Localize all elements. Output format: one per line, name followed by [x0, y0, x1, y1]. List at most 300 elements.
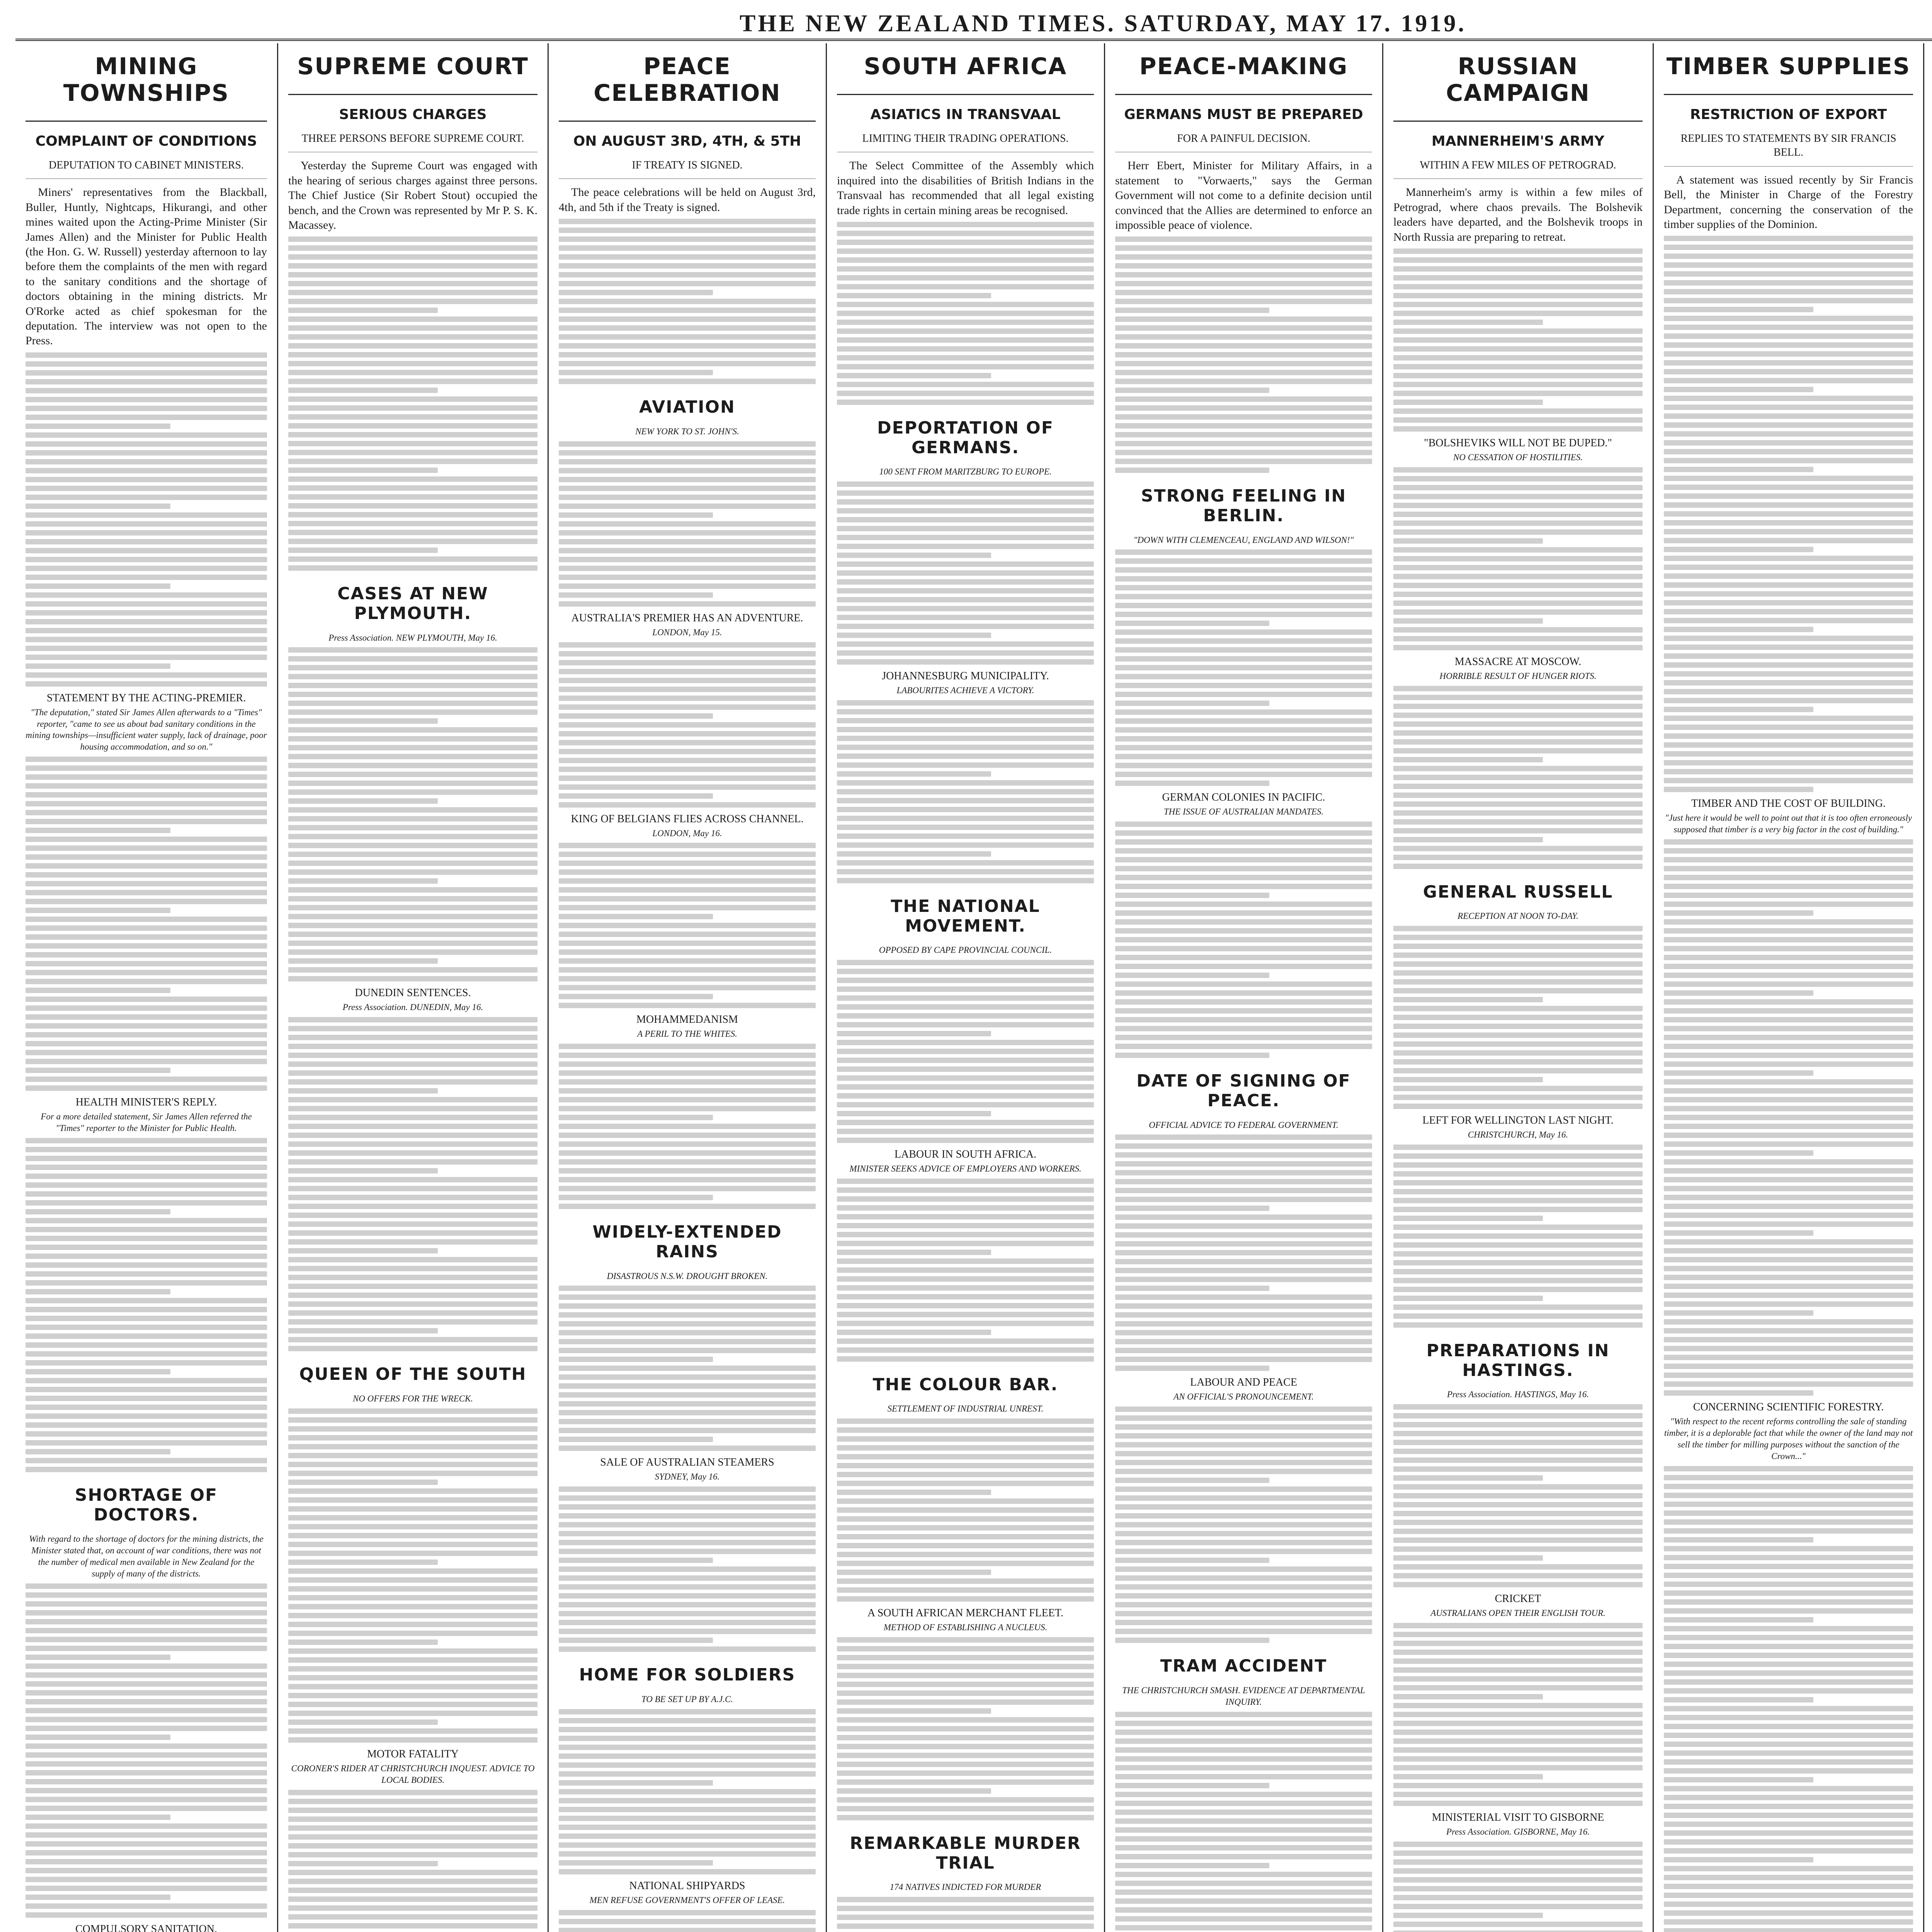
text-line	[1393, 1440, 1643, 1445]
text-line	[26, 1325, 267, 1330]
text-line	[26, 1342, 267, 1348]
body-text-block	[559, 843, 816, 1008]
text-line	[1393, 846, 1643, 851]
text-line	[26, 1431, 267, 1437]
text-line	[559, 958, 816, 964]
text-line	[1115, 1575, 1372, 1581]
section-heading: MASSACRE AT MOSCOW.	[1454, 655, 1582, 668]
text-line	[288, 1905, 537, 1911]
text-line	[1664, 547, 1813, 552]
text-line	[26, 1672, 267, 1678]
text-line	[837, 1717, 1094, 1723]
text-line	[1115, 1774, 1372, 1779]
text-line	[559, 1141, 816, 1147]
section-text: METHOD OF ESTABLISHING A NUCLEUS.	[883, 1622, 1048, 1633]
section-text: NEW YORK TO ST. JOHN'S.	[635, 426, 739, 436]
text-line	[1664, 1724, 1913, 1729]
text-line	[288, 1195, 537, 1200]
text-line	[559, 334, 816, 340]
text-line	[1664, 1644, 1913, 1649]
text-line	[837, 842, 1094, 848]
text-line	[1664, 1759, 1913, 1765]
section-heading: LABOUR AND PEACE	[1190, 1376, 1297, 1389]
text-line	[559, 548, 816, 553]
text-line	[1115, 576, 1372, 582]
text-line	[288, 1417, 537, 1423]
text-line	[559, 713, 713, 719]
text-line	[288, 485, 537, 491]
text-line	[559, 1910, 816, 1915]
text-line	[837, 1534, 1094, 1539]
text-line	[837, 641, 1094, 647]
text-line	[1115, 361, 1372, 366]
text-line	[559, 967, 816, 973]
text-line	[1393, 1658, 1643, 1664]
text-line	[288, 1239, 537, 1245]
text-line	[288, 548, 438, 553]
text-line	[837, 816, 1094, 821]
text-line	[1115, 1188, 1372, 1193]
text-line	[288, 459, 537, 464]
text-line	[1664, 618, 1913, 623]
text-line	[559, 1575, 816, 1581]
text-line	[559, 557, 816, 562]
text-line	[1115, 955, 1372, 960]
section-text: THE CHRISTCHURCH SMASH. EVIDENCE AT DEPARTMENTAL INQUIRY.	[1122, 1685, 1365, 1707]
text-line	[1115, 1478, 1269, 1483]
text-line	[1664, 325, 1913, 330]
text-line	[837, 240, 1094, 245]
text-line	[1664, 1866, 1913, 1871]
text-line	[288, 1213, 537, 1218]
text-line	[1393, 1895, 1643, 1900]
text-line	[288, 1337, 537, 1342]
text-line	[1393, 1676, 1643, 1682]
text-line	[26, 961, 267, 966]
text-line	[1115, 1836, 1372, 1842]
text-line	[837, 1690, 1094, 1696]
text-line	[288, 1088, 438, 1094]
text-line	[1664, 1750, 1913, 1756]
text-line	[1664, 405, 1913, 410]
text-line	[559, 254, 816, 260]
text-line	[1393, 583, 1643, 588]
text-line	[837, 1013, 1094, 1019]
section-text: Press Association. NEW PLYMOUTH, May 16.	[328, 633, 497, 643]
text-line	[288, 414, 537, 420]
text-line	[837, 1543, 1094, 1548]
text-line	[1664, 707, 1813, 712]
text-line	[559, 1789, 816, 1794]
text-line	[1393, 485, 1643, 490]
text-line	[837, 1040, 1094, 1045]
text-line	[837, 960, 1094, 965]
text-line	[288, 405, 537, 411]
text-line	[26, 1209, 170, 1214]
text-line	[26, 863, 267, 869]
text-line	[1393, 766, 1643, 771]
text-line	[1664, 1301, 1913, 1307]
text-line	[837, 1330, 991, 1335]
text-line	[837, 1463, 1094, 1468]
text-line	[1393, 520, 1643, 526]
rule	[1115, 94, 1372, 95]
text-line	[1115, 901, 1372, 907]
text-line	[288, 1310, 537, 1316]
text-line	[1393, 1145, 1643, 1150]
text-line	[288, 1631, 537, 1636]
text-line	[1115, 1017, 1372, 1022]
text-line	[288, 1266, 537, 1271]
text-line	[1664, 458, 1913, 463]
text-line	[26, 1405, 267, 1410]
text-line	[26, 765, 267, 771]
text-line	[288, 308, 438, 313]
text-line	[26, 1592, 267, 1598]
text-line	[26, 663, 170, 669]
text-line	[559, 1825, 816, 1830]
text-line	[288, 1097, 537, 1102]
text-line	[1393, 952, 1643, 958]
article-headline: MINING TOWNSHIPS	[63, 53, 230, 107]
text-line	[559, 468, 816, 473]
section-text: AN OFFICIAL'S PRONOUNCEMENT.	[1173, 1392, 1314, 1402]
text-line	[1115, 1907, 1372, 1913]
text-line	[288, 940, 537, 946]
section-heading: DUNEDIN SENTENCES.	[355, 987, 471, 999]
text-line	[1664, 1230, 1813, 1236]
text-line	[1393, 1520, 1643, 1525]
text-line	[26, 477, 267, 482]
text-line	[1664, 1626, 1913, 1631]
text-line	[559, 459, 816, 464]
text-line	[1115, 1540, 1372, 1545]
text-line	[1115, 999, 1372, 1005]
text-line	[837, 1294, 1094, 1299]
text-line	[288, 1834, 537, 1840]
text-line	[26, 1147, 267, 1152]
text-line	[1393, 1756, 1643, 1762]
text-line	[1393, 1537, 1643, 1543]
text-line	[1115, 1214, 1372, 1220]
body-text-block	[837, 1179, 1094, 1362]
text-line	[288, 565, 537, 571]
text-line	[559, 503, 816, 509]
text-line	[559, 852, 816, 857]
text-line	[1393, 1511, 1643, 1516]
text-line	[559, 704, 816, 710]
text-line	[288, 1551, 537, 1556]
text-line	[559, 776, 816, 781]
text-line	[1393, 1431, 1643, 1436]
text-line	[1664, 236, 1913, 241]
text-line	[837, 718, 1094, 723]
section-text: With regard to the shortage of doctors for the mining districts, the Minister stated that, on account of war conditions, there was not the number of medical men available in New Zealand for the supply of many of the districts.	[29, 1534, 264, 1578]
text-line	[1393, 1582, 1643, 1587]
text-line	[837, 266, 1094, 272]
text-line	[1664, 716, 1913, 721]
section-heading: AUSTRALIA'S PREMIER HAS AN ADVENTURE.	[571, 612, 803, 624]
text-line	[559, 1928, 816, 1932]
text-line	[1115, 727, 1372, 733]
rule	[837, 94, 1094, 95]
section-heading: CRICKET	[1495, 1593, 1541, 1605]
section-heading: MOHAMMEDANISM	[636, 1014, 738, 1026]
text-line	[288, 1053, 537, 1058]
section-text: LONDON, May 16.	[652, 828, 722, 838]
text-line	[1664, 396, 1913, 401]
text-line	[559, 1044, 816, 1049]
text-line	[1664, 431, 1913, 437]
text-line	[1393, 1685, 1643, 1690]
masthead-title: THE NEW ZEALAND TIMES. SATURDAY, MAY 17. 1919.	[740, 10, 1466, 37]
section-text: Press Association. GISBORNE, May 16.	[1446, 1827, 1590, 1837]
text-line	[1393, 1886, 1643, 1891]
text-line	[559, 308, 816, 313]
text-line	[26, 379, 267, 384]
text-line	[1664, 1328, 1913, 1333]
text-line	[1664, 449, 1913, 454]
body-text-block	[837, 700, 1094, 883]
text-line	[288, 1044, 537, 1049]
text-line	[1393, 1712, 1643, 1717]
text-line	[1393, 248, 1643, 254]
text-line	[26, 1699, 267, 1704]
text-line	[1115, 1460, 1372, 1465]
text-line	[288, 1719, 438, 1725]
text-line	[288, 1061, 537, 1067]
text-line	[26, 854, 267, 860]
text-line	[1115, 316, 1372, 322]
text-line	[1115, 396, 1372, 402]
text-line	[288, 1230, 537, 1236]
text-line	[288, 1017, 537, 1022]
text-line	[288, 1301, 537, 1307]
text-line	[1115, 821, 1372, 827]
text-line	[1664, 1928, 1913, 1932]
text-line	[1115, 1026, 1372, 1031]
text-line	[1115, 281, 1372, 286]
text-line	[837, 1655, 1094, 1660]
text-line	[1664, 778, 1913, 783]
text-line	[559, 521, 816, 527]
section-heading: AVIATION	[639, 397, 735, 417]
text-line	[288, 432, 537, 437]
section-text: 174 NATIVES INDICTED FOR MURDER	[889, 1882, 1041, 1892]
text-line	[1664, 1133, 1913, 1138]
text-line	[1115, 1916, 1372, 1922]
text-line	[288, 1586, 537, 1592]
text-line	[559, 861, 816, 866]
text-line	[26, 1413, 267, 1419]
text-line	[1664, 1310, 1813, 1316]
text-line	[1664, 1364, 1913, 1369]
text-line	[559, 1294, 816, 1300]
text-line	[288, 1293, 537, 1298]
text-line	[559, 905, 816, 910]
text-line	[288, 1115, 537, 1120]
text-line	[288, 1923, 537, 1929]
text-line	[288, 1248, 438, 1253]
body-text-block	[1393, 926, 1643, 1109]
text-line	[837, 526, 1094, 531]
text-line	[1393, 810, 1643, 816]
text-line	[1664, 990, 1813, 996]
text-line	[837, 553, 991, 558]
body-text-block	[288, 647, 537, 981]
text-line	[559, 696, 816, 701]
section-heading: "BOLSHEVIKS WILL NOT BE DUPED."	[1424, 437, 1612, 449]
section-heading: THE NATIONAL MOVEMENT.	[891, 896, 1040, 936]
text-line	[837, 1418, 1094, 1424]
text-line	[1664, 280, 1913, 286]
text-line	[559, 1780, 713, 1786]
text-line	[26, 801, 267, 806]
body-text-block	[837, 1637, 1094, 1820]
text-line	[26, 1806, 267, 1811]
text-line	[1393, 1747, 1643, 1753]
text-line	[1393, 1555, 1543, 1561]
text-line	[1393, 1024, 1643, 1029]
section-text: MEN REFUSE GOVERNMENT'S OFFER OF LEASE.	[589, 1895, 785, 1905]
text-line	[1115, 1712, 1372, 1717]
text-line	[559, 1168, 816, 1173]
text-line	[559, 1638, 713, 1643]
text-line	[288, 1711, 537, 1716]
text-line	[1115, 1469, 1372, 1474]
body-text-block	[1115, 1712, 1372, 1932]
text-line	[288, 423, 537, 429]
text-line	[1664, 1484, 1913, 1489]
text-line	[288, 1657, 537, 1663]
text-line	[1664, 653, 1913, 659]
text-line	[1664, 387, 1813, 392]
text-line	[1664, 1635, 1913, 1640]
text-line	[1393, 1171, 1643, 1177]
text-line	[1115, 245, 1372, 251]
text-line	[1664, 1679, 1913, 1685]
text-line	[559, 272, 816, 277]
text-line	[1664, 689, 1913, 694]
text-line	[837, 535, 1094, 540]
text-line	[1664, 511, 1913, 517]
text-line	[1664, 582, 1913, 588]
text-line	[1393, 1475, 1543, 1481]
text-line	[559, 245, 816, 251]
text-line	[1393, 1189, 1643, 1194]
text-line	[1664, 1662, 1913, 1667]
text-line	[1393, 1322, 1643, 1328]
text-line	[288, 1799, 537, 1804]
text-line	[1393, 721, 1643, 727]
text-line	[559, 1646, 816, 1652]
text-line	[288, 1284, 537, 1289]
text-line	[837, 1779, 1094, 1785]
section-heading: QUEEN OF THE SOUTH	[299, 1364, 527, 1384]
text-line	[1115, 1504, 1372, 1510]
text-line	[1393, 1413, 1643, 1418]
section-text: HORRIBLE RESULT OF HUNGER RIOTS.	[1439, 671, 1597, 681]
text-line	[26, 423, 170, 429]
text-line	[1393, 636, 1643, 641]
text-line	[1115, 1872, 1372, 1877]
text-line	[26, 1298, 267, 1303]
text-line	[1664, 1070, 1813, 1076]
text-line	[1115, 468, 1269, 473]
text-line	[1115, 928, 1372, 934]
text-line	[837, 1744, 1094, 1749]
text-line	[26, 1850, 267, 1855]
text-line	[1664, 884, 1913, 889]
text-line	[1393, 1153, 1643, 1159]
text-line	[26, 988, 170, 993]
text-line	[1393, 400, 1543, 405]
text-line	[837, 1770, 1094, 1776]
text-line	[26, 655, 267, 660]
text-line	[1115, 1152, 1372, 1158]
text-line	[1115, 990, 1372, 996]
text-line	[26, 1717, 267, 1722]
text-line	[288, 1737, 537, 1743]
text-line	[1664, 1035, 1913, 1040]
text-line	[559, 1446, 816, 1451]
text-line	[1115, 1053, 1269, 1058]
section-text: Press Association. DUNEDIN, May 16.	[342, 1002, 483, 1012]
text-line	[837, 231, 1094, 236]
text-line	[1393, 1216, 1543, 1221]
text-line	[1664, 1079, 1913, 1085]
text-line	[1115, 1881, 1372, 1886]
text-line	[1115, 290, 1372, 295]
text-line	[837, 400, 1094, 405]
text-line	[1664, 1582, 1913, 1587]
text-line	[1115, 1792, 1372, 1797]
rule	[288, 94, 537, 95]
text-line	[26, 1832, 267, 1838]
text-line	[1115, 875, 1372, 880]
text-line	[26, 1841, 267, 1847]
text-line	[288, 692, 537, 697]
text-line	[26, 575, 267, 580]
text-line	[1393, 426, 1643, 432]
section-heading: CASES AT NEW PLYMOUTH.	[337, 584, 488, 623]
text-line	[1115, 1566, 1372, 1572]
text-line	[26, 1085, 267, 1091]
text-line	[1664, 1786, 1913, 1791]
text-line	[1664, 1213, 1913, 1218]
text-line	[559, 575, 816, 580]
text-line	[1115, 1810, 1372, 1815]
text-line	[26, 441, 267, 447]
text-line	[26, 512, 267, 518]
text-line	[1115, 1277, 1372, 1282]
text-line	[1115, 370, 1372, 375]
text-line	[1115, 1638, 1269, 1643]
text-line	[1393, 1466, 1643, 1472]
text-line	[288, 361, 537, 366]
text-line	[837, 1788, 991, 1794]
text-line	[1393, 1502, 1643, 1507]
text-line	[26, 592, 267, 598]
text-line	[26, 1253, 267, 1259]
text-line	[1393, 408, 1643, 414]
text-line	[26, 1396, 267, 1401]
text-line	[559, 1061, 816, 1067]
text-line	[1664, 1893, 1913, 1898]
text-line	[559, 731, 816, 736]
text-line	[288, 494, 537, 500]
text-line	[26, 1165, 267, 1170]
